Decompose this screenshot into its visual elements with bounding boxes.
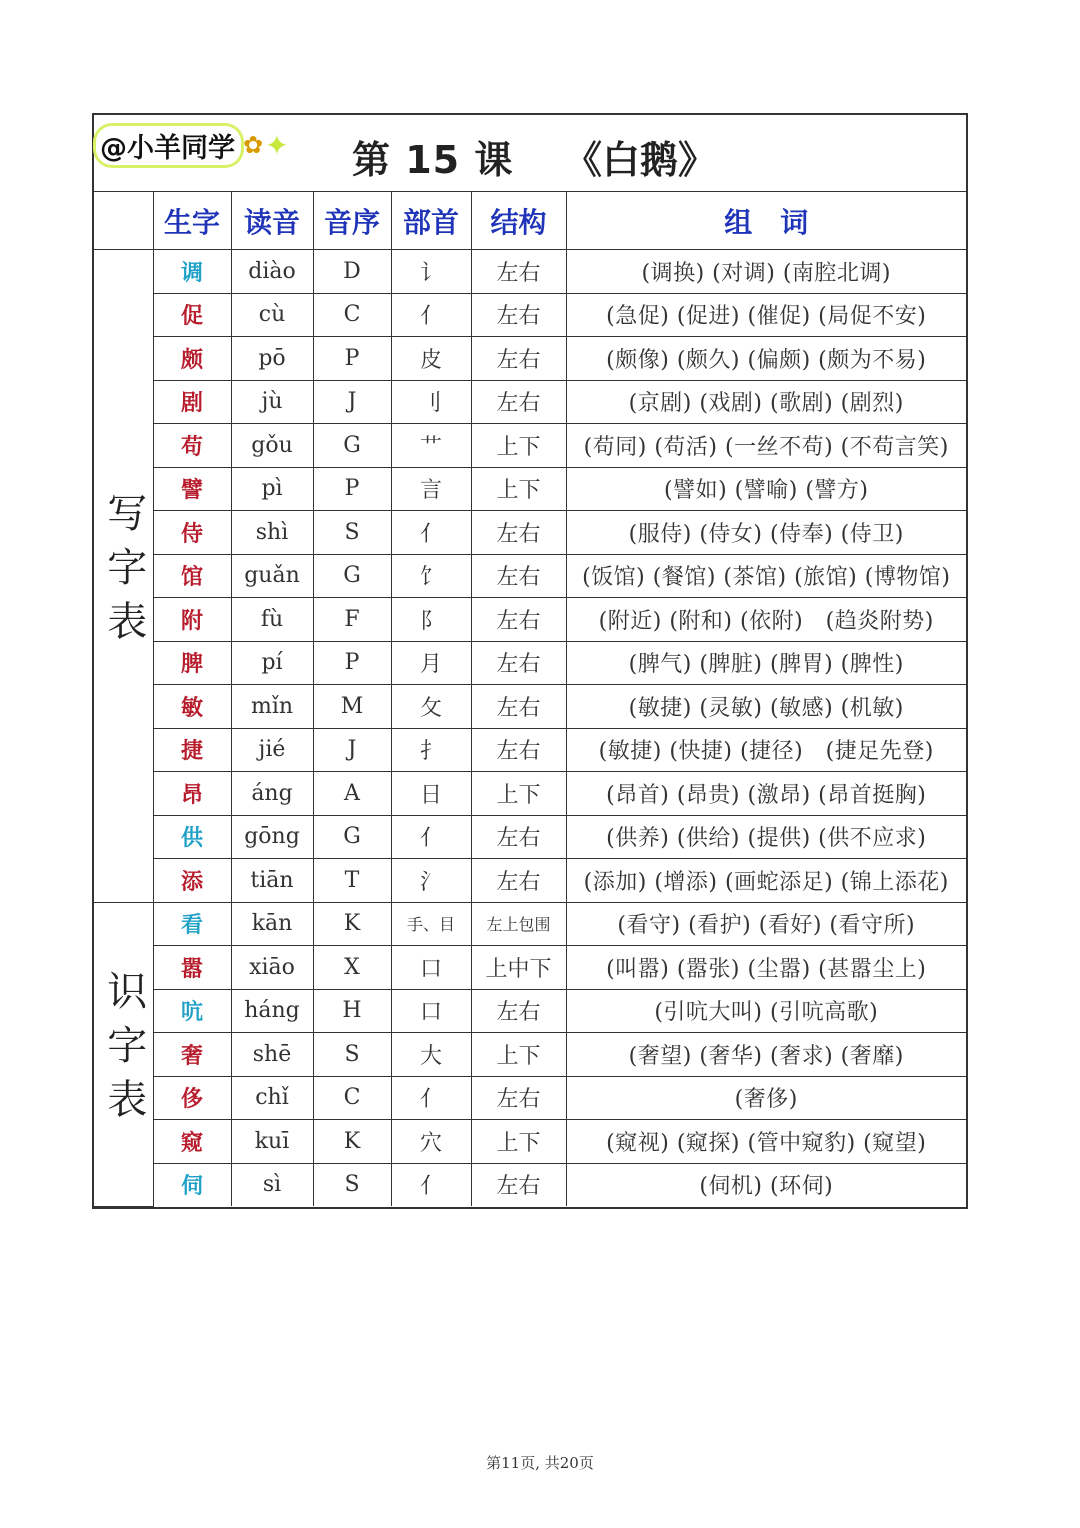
- structure-cell: 左右: [471, 1076, 566, 1120]
- radical-cell: 口: [391, 989, 471, 1033]
- sunflower-icon: ✿: [243, 131, 264, 159]
- radical-cell: 穴: [391, 1120, 471, 1164]
- pinyin-cell: jié: [231, 728, 313, 772]
- table-row: [94, 511, 966, 555]
- char-cell: 添: [153, 859, 231, 903]
- table-row: [94, 902, 966, 946]
- table-row: [94, 641, 966, 685]
- pinyin-cell: kān: [231, 902, 313, 946]
- pinyin-cell: jù: [231, 380, 313, 424]
- watermark: [94, 127, 293, 163]
- char-cell: 苟: [153, 424, 231, 468]
- char-cell: 伺: [153, 1163, 231, 1206]
- table-row: [94, 424, 966, 468]
- pinyin-cell: kuī: [231, 1120, 313, 1164]
- structure-cell: 上下: [471, 424, 566, 468]
- page-footer: 第11页, 共20页: [486, 1454, 594, 1472]
- radical-cell: 艹: [391, 424, 471, 468]
- table-row: [94, 250, 966, 294]
- words-cell: (伺机) (环伺): [566, 1163, 966, 1206]
- pinyin-cell: shē: [231, 1033, 313, 1077]
- char-cell: 侈: [153, 1076, 231, 1120]
- structure-cell: 上中下: [471, 946, 566, 990]
- header-structure: 结构: [471, 192, 566, 250]
- header-letter: 音序: [313, 192, 391, 250]
- structure-cell: 左右: [471, 815, 566, 859]
- radical-cell: 言: [391, 467, 471, 511]
- words-cell: (昂首) (昂贵) (激昂) (昂首挺胸): [566, 772, 966, 816]
- table-row: [94, 598, 966, 642]
- pinyin-cell: mǐn: [231, 685, 313, 729]
- structure-cell: 上下: [471, 1120, 566, 1164]
- structure-cell: 左右: [471, 337, 566, 381]
- sparkle-icon: ✦: [265, 128, 289, 162]
- radical-cell: 大: [391, 1033, 471, 1077]
- letter-cell: A: [313, 772, 391, 816]
- pinyin-cell: gǒu: [231, 424, 313, 468]
- title-row: [94, 115, 966, 192]
- words-cell: (苟同) (苟活) (一丝不苟) (不苟言笑): [566, 424, 966, 468]
- letter-cell: J: [313, 380, 391, 424]
- char-cell: 嚣: [153, 946, 231, 990]
- structure-cell: 左右: [471, 511, 566, 555]
- structure-cell: 左右: [471, 859, 566, 903]
- radical-cell: 阝: [391, 598, 471, 642]
- words-cell: (服侍) (侍女) (侍奉) (侍卫): [566, 511, 966, 555]
- table-row: [94, 859, 966, 903]
- words-cell: (叫嚣) (嚣张) (尘嚣) (甚嚣尘上): [566, 946, 966, 990]
- words-cell: (附近) (附和) (依附) (趋炎附势): [566, 598, 966, 642]
- words-cell: (窥视) (窥探) (管中窥豹) (窥望): [566, 1120, 966, 1164]
- char-cell: 看: [153, 902, 231, 946]
- header-words: 组 词: [566, 192, 966, 250]
- table-row: [94, 989, 966, 1033]
- structure-cell: 左右: [471, 1163, 566, 1206]
- words-cell: (供养) (供给) (提供) (供不应求): [566, 815, 966, 859]
- structure-cell: 左右: [471, 554, 566, 598]
- table-row: [94, 728, 966, 772]
- char-cell: 颇: [153, 337, 231, 381]
- letter-cell: C: [313, 293, 391, 337]
- char-cell: 昂: [153, 772, 231, 816]
- section-write-label: 写字表: [100, 491, 147, 654]
- table-row: [94, 815, 966, 859]
- char-cell: 吭: [153, 989, 231, 1033]
- radical-cell: 饣: [391, 554, 471, 598]
- structure-cell: 左右: [471, 728, 566, 772]
- char-cell: 捷: [153, 728, 231, 772]
- char-cell: 供: [153, 815, 231, 859]
- letter-cell: F: [313, 598, 391, 642]
- letter-cell: P: [313, 467, 391, 511]
- words-cell: (引吭大叫) (引吭高歌): [566, 989, 966, 1033]
- pinyin-cell: áng: [231, 772, 313, 816]
- header-row: [94, 192, 966, 250]
- table-row: [94, 554, 966, 598]
- pinyin-cell: tiān: [231, 859, 313, 903]
- table-row: [94, 337, 966, 381]
- pinyin-cell: pì: [231, 467, 313, 511]
- table-row: [94, 685, 966, 729]
- letter-cell: G: [313, 424, 391, 468]
- letter-cell: G: [313, 554, 391, 598]
- structure-cell: 左上包围: [471, 902, 566, 946]
- words-cell: (奢侈): [566, 1076, 966, 1120]
- radical-cell: 讠: [391, 250, 471, 294]
- letter-cell: K: [313, 1120, 391, 1164]
- header-char: 生字: [153, 192, 231, 250]
- vocabulary-sheet: [92, 113, 968, 1209]
- table-row: [94, 380, 966, 424]
- radical-cell: 日: [391, 772, 471, 816]
- char-cell: 侍: [153, 511, 231, 555]
- letter-cell: P: [313, 641, 391, 685]
- structure-cell: 左右: [471, 989, 566, 1033]
- char-cell: 调: [153, 250, 231, 294]
- letter-cell: H: [313, 989, 391, 1033]
- table-row: [94, 1076, 966, 1120]
- letter-cell: S: [313, 1033, 391, 1077]
- char-cell: 譬: [153, 467, 231, 511]
- structure-cell: 左右: [471, 250, 566, 294]
- radical-cell: 口: [391, 946, 471, 990]
- radical-cell: 亻: [391, 293, 471, 337]
- header-radical: 部首: [391, 192, 471, 250]
- radical-cell: 月: [391, 641, 471, 685]
- words-cell: (饭馆) (餐馆) (茶馆) (旅馆) (博物馆): [566, 554, 966, 598]
- table-row: [94, 467, 966, 511]
- letter-cell: S: [313, 1163, 391, 1206]
- words-cell: (奢望) (奢华) (奢求) (奢靡): [566, 1033, 966, 1077]
- radical-cell: 亻: [391, 511, 471, 555]
- pinyin-cell: pō: [231, 337, 313, 381]
- vocabulary-table: [94, 192, 966, 1207]
- pinyin-cell: sì: [231, 1163, 313, 1206]
- structure-cell: 左右: [471, 293, 566, 337]
- table-row: [94, 1120, 966, 1164]
- pinyin-cell: xiāo: [231, 946, 313, 990]
- table-row: [94, 293, 966, 337]
- structure-cell: 左右: [471, 380, 566, 424]
- radical-cell: 扌: [391, 728, 471, 772]
- radical-cell: 氵: [391, 859, 471, 903]
- table-row: [94, 772, 966, 816]
- letter-cell: C: [313, 1076, 391, 1120]
- words-cell: (敏捷) (快捷) (捷径) (捷足先登): [566, 728, 966, 772]
- char-cell: 剧: [153, 380, 231, 424]
- structure-cell: 左右: [471, 685, 566, 729]
- words-cell: (京剧) (戏剧) (歌剧) (剧烈): [566, 380, 966, 424]
- table-row: [94, 946, 966, 990]
- letter-cell: P: [313, 337, 391, 381]
- pinyin-cell: shì: [231, 511, 313, 555]
- header-pinyin: 读音: [231, 192, 313, 250]
- pinyin-cell: fù: [231, 598, 313, 642]
- letter-cell: G: [313, 815, 391, 859]
- table-row: [94, 1033, 966, 1077]
- letter-cell: D: [313, 250, 391, 294]
- structure-cell: 上下: [471, 772, 566, 816]
- letter-cell: S: [313, 511, 391, 555]
- radical-cell: 亻: [391, 1163, 471, 1206]
- char-cell: 促: [153, 293, 231, 337]
- watermark-text: @小羊同学: [96, 126, 241, 165]
- radical-cell: 皮: [391, 337, 471, 381]
- radical-cell: 亻: [391, 815, 471, 859]
- pinyin-cell: pí: [231, 641, 313, 685]
- radical-cell: 刂: [391, 380, 471, 424]
- header-section: [94, 192, 153, 250]
- pinyin-cell: cù: [231, 293, 313, 337]
- words-cell: (譬如) (譬喻) (譬方): [566, 467, 966, 511]
- pinyin-cell: háng: [231, 989, 313, 1033]
- char-cell: 馆: [153, 554, 231, 598]
- pinyin-cell: diào: [231, 250, 313, 294]
- char-cell: 附: [153, 598, 231, 642]
- pinyin-cell: gōng: [231, 815, 313, 859]
- words-cell: (调换) (对调) (南腔北调): [566, 250, 966, 294]
- words-cell: (颇像) (颇久) (偏颇) (颇为不易): [566, 337, 966, 381]
- structure-cell: 上下: [471, 467, 566, 511]
- section-write-cell: [94, 250, 153, 903]
- structure-cell: 左右: [471, 641, 566, 685]
- letter-cell: X: [313, 946, 391, 990]
- char-cell: 敏: [153, 685, 231, 729]
- structure-cell: 上下: [471, 1033, 566, 1077]
- lesson-number: 第 15 课: [352, 138, 514, 182]
- radical-cell: 攵: [391, 685, 471, 729]
- char-cell: 窥: [153, 1120, 231, 1164]
- lesson-name: 《白鹅》: [564, 138, 717, 182]
- structure-cell: 左右: [471, 598, 566, 642]
- section-recognize-label: 识字表: [100, 970, 147, 1132]
- radical-cell: 手、目: [391, 902, 471, 946]
- section-recognize-cell: [94, 902, 153, 1206]
- table-row: [94, 1163, 966, 1206]
- letter-cell: T: [313, 859, 391, 903]
- char-cell: 奢: [153, 1033, 231, 1077]
- words-cell: (敏捷) (灵敏) (敏感) (机敏): [566, 685, 966, 729]
- char-cell: 脾: [153, 641, 231, 685]
- words-cell: (脾气) (脾脏) (脾胃) (脾性): [566, 641, 966, 685]
- pinyin-cell: chǐ: [231, 1076, 313, 1120]
- words-cell: (添加) (增添) (画蛇添足) (锦上添花): [566, 859, 966, 903]
- words-cell: (看守) (看护) (看好) (看守所): [566, 902, 966, 946]
- radical-cell: 亻: [391, 1076, 471, 1120]
- pinyin-cell: guǎn: [231, 554, 313, 598]
- letter-cell: K: [313, 902, 391, 946]
- letter-cell: M: [313, 685, 391, 729]
- letter-cell: J: [313, 728, 391, 772]
- words-cell: (急促) (促进) (催促) (局促不安): [566, 293, 966, 337]
